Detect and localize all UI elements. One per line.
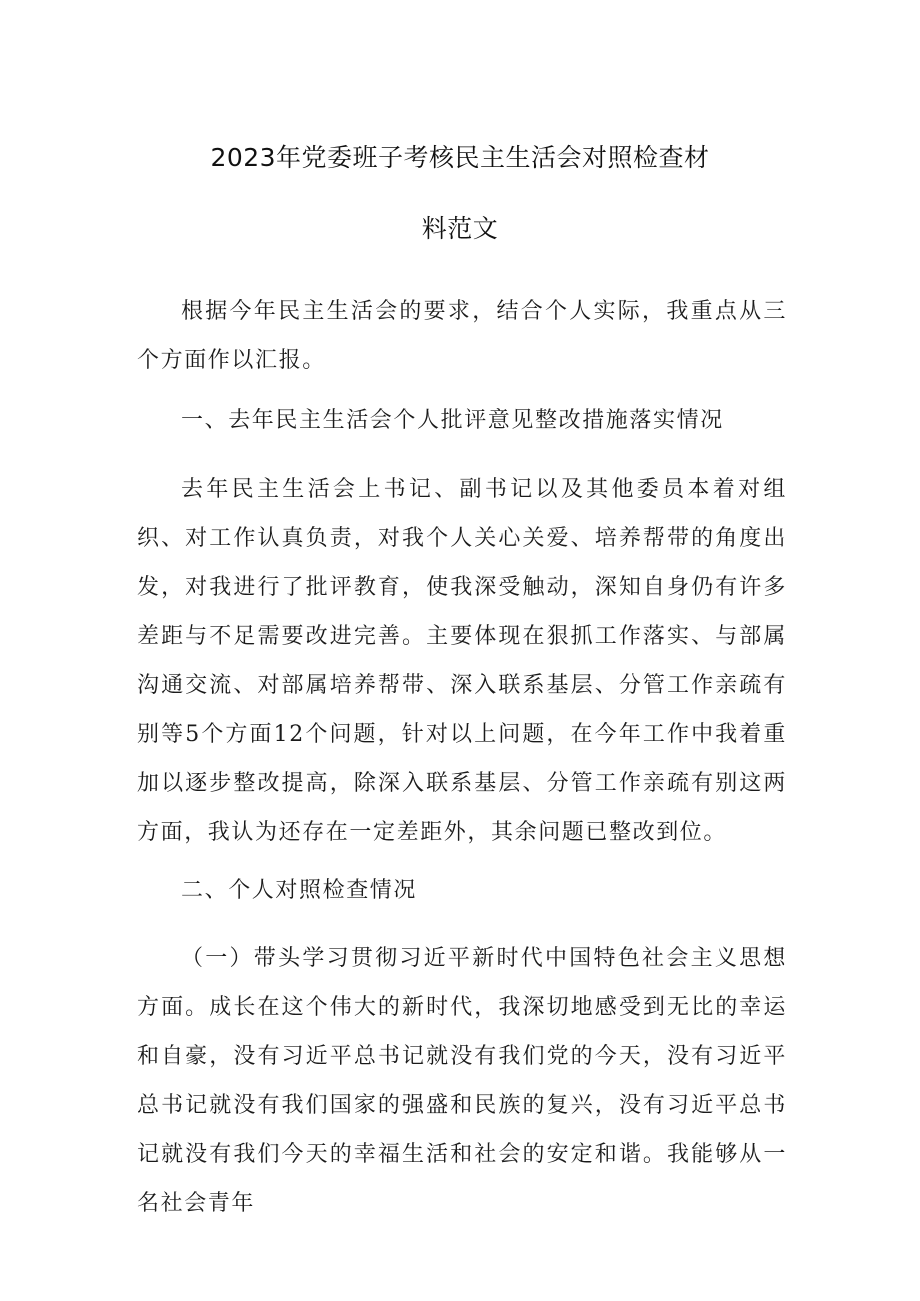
document-title-line2: 料范文 [421,214,499,243]
intro-paragraph: 根据今年民主生活会的要求，结合个人实际，我重点从三个方面作以汇报。 [137,299,787,373]
section1-body: 去年民主生活会上书记、副书记以及其他委员本着对组织、对工作认真负责，对我个人关心关爱、培养帮带的角度出发，对我进行了批评教育，使我深受触动，深知自身仍有许多差距与不足需要改进完善。主要体现在狠抓工作落实、与部属沟通交流、对部属培养帮带、深入联系基层、分管工作亲疏有别等5个方面12个问题，针对以上问题，在今年工作中我着重加以逐步整改提高，除深入联系基层、分管工作亲疏有别这两方面，我认为还存在一定差距外，其余问题已整改到位。 [137,477,787,845]
document-title-line1: 2023年党委班子考核民主生活会对照检查材 [210,143,710,172]
section2-heading: 二、个人对照检查情况 [181,878,418,903]
section1-heading: 一、去年民主生活会个人批评意见整改措施落实情况 [181,408,724,433]
section2-body: （一）带头学习贯彻习近平新时代中国特色社会主义思想方面。成长在这个伟大的新时代，我深切地感受到无比的幸运和自豪，没有习近平总书记就没有我们党的今天，没有习近平总书记就没有我们国家的强盛和民族的复兴，没有习近平总书记就没有我们今天的幸福生活和社会的安定和谐。我能够从一名社会青年 [137,946,787,1216]
